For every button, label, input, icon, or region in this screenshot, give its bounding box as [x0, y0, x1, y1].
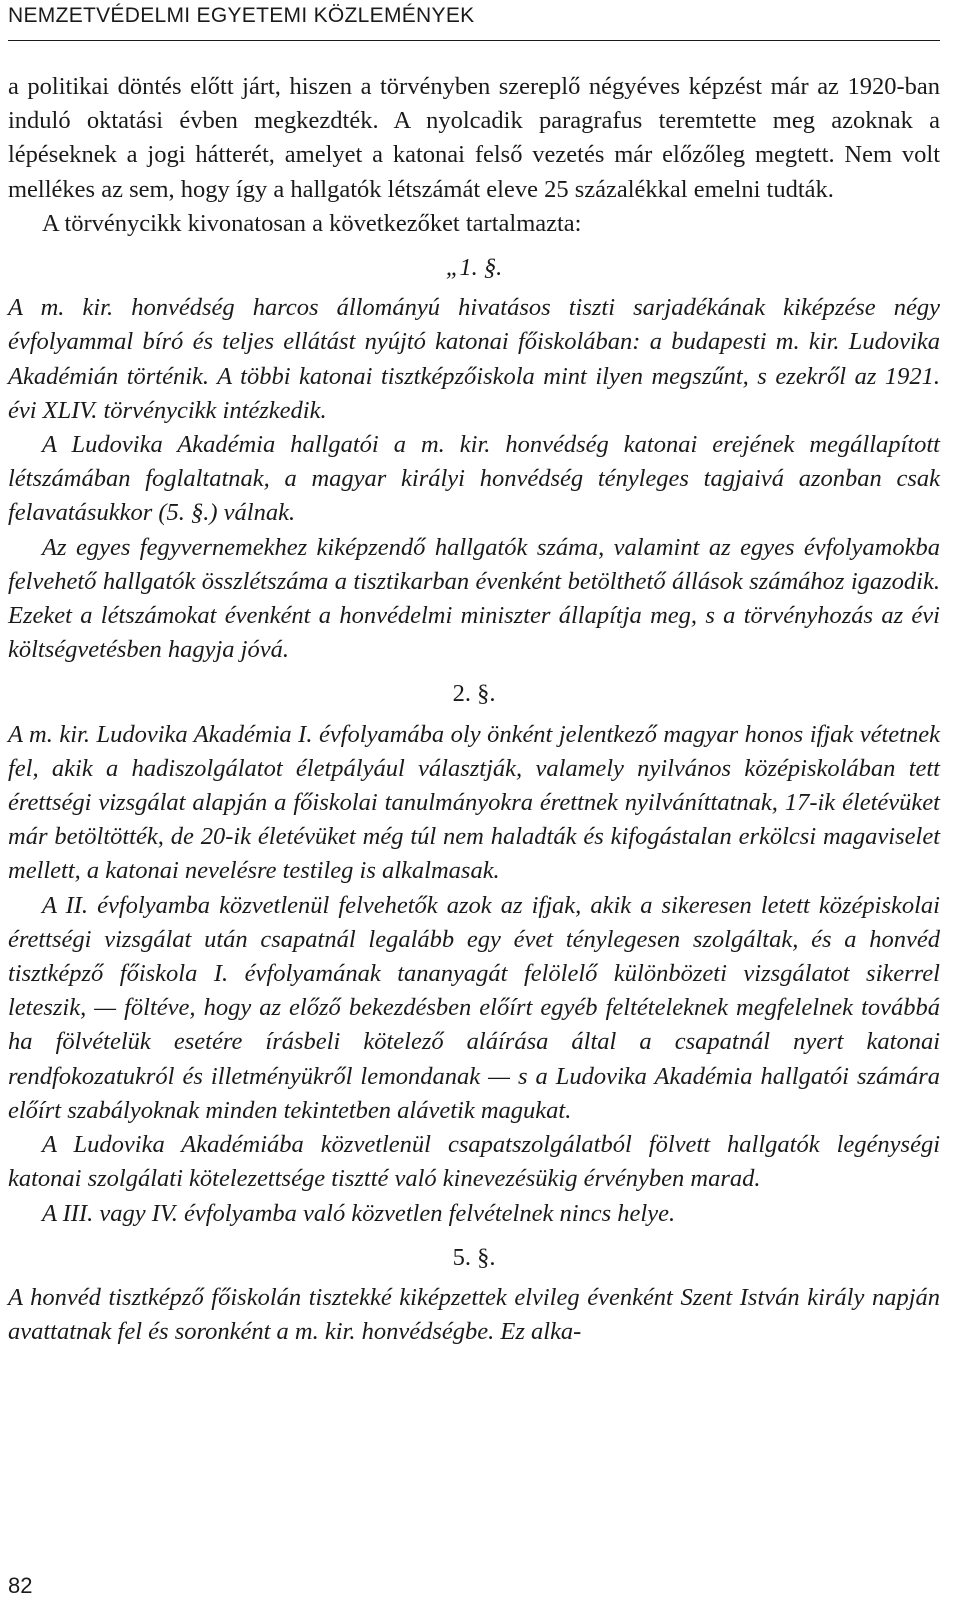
journal-header: NEMZETVÉDELMI EGYETEMI KÖZLEMÉNYEK: [8, 4, 475, 27]
section-5-paragraph-1: A honvéd tisztképző főiskolán tisztekké kiképzettek elvileg évenként Szent István király napján avattatnak fel és soronként a m. kir. honvédségbe. Ez alka-: [8, 1283, 940, 1346]
section-2-paragraph-3: A Ludovika Akadémiába közvetlenül csapatszolgálatból fölvett hallgatók legénységi katonai szolgálati kötelezettsége tisztté való kinevezésükig érvényben marad.: [8, 1131, 940, 1193]
paragraph-law-intro: A törvénycikk kivonatosan a következőket tartalmazta:: [42, 209, 582, 237]
section-2-paragraph-1: A m. kir. Ludovika Akadémia I. évfolyamába oly önként jelentkező magyar honos ifjak vétetnek fel, akik a hadiszolgálatot életpályául választják, valamely nyilvános középiskolában tett érettségi vizsgálat alapján a főiskolai tanulmányokra érettnek nyilváníttatnak, 17-ik életévüket már betöltötték, de 20-ik életévüket még túl nem haladták és kifogástalan erkölcsi magaviselet mellett, a katonai nevelésre testileg is alkalmasak.: [8, 720, 940, 885]
header-rule: [8, 40, 940, 41]
section-heading-2: 2. §.: [452, 680, 496, 708]
section-1-paragraph-1: A m. kir. honvédség harcos állományú hivatásos tiszti sarjadékának kiképzése négy évfolyammal bíró és teljes ellátást nyújtó katonai főiskolában: a budapesti m. kir. Ludovika Akadémián történik. A többi katonai tisztképzőiskola mint ilyen megszűnt, s ezekről az 1921. évi XLIV. törvénycikk intézkedik.: [8, 294, 940, 424]
section-heading-1: „1. §.: [445, 254, 503, 282]
section-1-paragraph-2: A Ludovika Akadémia hallgatói a m. kir. honvédség katonai erejének megállapított létszámában foglaltatnak, a magyar királyi honvédség tényleges tagjaivá azonban csak felavatásukkor (5. §.) válnak.: [8, 431, 940, 527]
section-2-paragraph-2: A II. évfolyamba közvetlenül felvehetők azok az ifjak, akik a sikeresen letett középiskolai érettségi vizsgálat után csapatnál legalább egy évet ténylegesen szolgáltak, és a honvéd tisztképző főiskola I. évfolyamának tananyagát felölelő különbözeti vizsgálatot sikerrel leteszik, — föltéve, hogy az előző bekezdésben előírt egyéb feltételeknek megfelelnek továbbá ha fölvételük esetére írásbeli kötelező aláírása által a csapatnál nyert katonai rendfokozatukról és illetményükről lemondanak — s a Ludovika Akadémia hallgatói számára előírt szabályoknak minden tekintetben alávetik magukat.: [8, 891, 940, 1124]
page-number: 82: [8, 1573, 33, 1598]
paragraph-intro-continuation: a politikai döntés előtt járt, hiszen a törvényben szereplő négyéves képzést már az 1920-ban induló oktatási évben megkezdték. A nyolcadik paragrafus teremtette meg azoknak a lépéseknek a jogi hátterét, amelyet a katonai felső vezetés már előzőleg megtett. Nem volt mellékes az sem, hogy így a hallgatók létszámát eleve 25 százalékkal emelni tudták.: [8, 73, 940, 203]
section-1-paragraph-3: Az egyes fegyvernemekhez kiképzendő hallgatók száma, valamint az egyes évfolyamokba felvehető hallgatók összlétszáma a tisztikarban évenként betölthető állások számához igazodik. Ezeket a létszámokat évenként a honvédelmi miniszter állapítja meg, s a törvényhozás az évi költségvetésben hagyja jóvá.: [8, 533, 940, 664]
article-body: [8, 70, 940, 1349]
section-heading-5: 5. §.: [452, 1243, 496, 1271]
section-2-paragraph-4: A III. vagy IV. évfolyamba való közvetlen felvételnek nincs helye.: [42, 1199, 676, 1227]
